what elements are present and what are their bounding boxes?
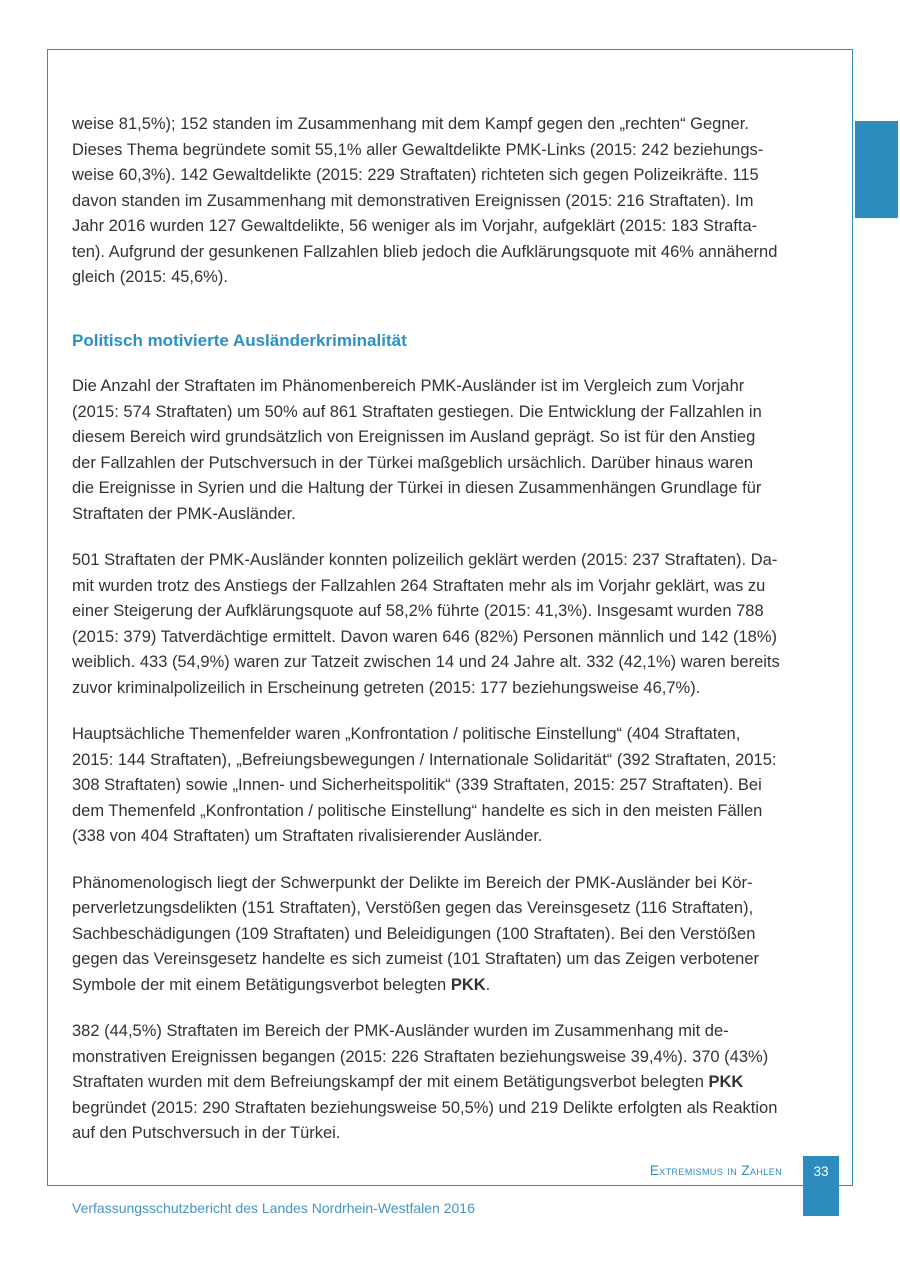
text-line: Phänomenologisch liegt der Schwerpunkt der Delikte im Bereich der PMK-Ausländer bei Kör-	[72, 873, 753, 892]
text-line: 308 Straftaten) sowie „Innen- und Sicherheitspolitik“ (339 Straftaten, 2015: 257 Straftaten). Bei	[72, 776, 762, 794]
text-line: der Fallzahlen der Putschversuch in der Türkei maßgeblich ursächlich. Darüber hinaus waren	[72, 453, 754, 472]
chapter-side-tab	[855, 121, 898, 218]
text-line: davon standen im Zusammenhang mit demonstrativen Ereignissen (2015: 216 Straftaten). Im	[72, 191, 754, 210]
text-line: Dieses Thema begründete somit 55,1% aller Gewaltdelikte PMK-Links (2015: 242 beziehungs-	[72, 140, 764, 159]
section-heading: Politisch motivierte Ausländerkriminalität	[72, 330, 407, 350]
text-line: Straftaten wurden mit dem Befreiungskampf der mit einem Betätigungsverbot belegten PKK	[72, 1073, 744, 1091]
text-line: Straftaten der PMK-Ausländer.	[72, 504, 296, 523]
text-line: gegen das Vereinsgesetz handelte es sich zumeist (101 Straftaten) um das Zeigen verbotener	[72, 950, 759, 968]
paragraph	[72, 374, 840, 527]
text-line: perverletzungsdelikten (151 Straftaten), Verstößen gegen das Vereinsgesetz (116 Straftaten),	[72, 899, 754, 917]
text-line: weise 81,5%); 152 standen im Zusammenhang mit dem Kampf gegen den „rechten“ Gegner.	[72, 115, 749, 133]
text-line: dem Themenfeld „Konfrontation / politische Einstellung“ handelte es sich in den meisten Fällen	[72, 801, 763, 820]
text-line: begründet (2015: 290 Straftaten beziehungsweise 50,5%) und 219 Delikte erfolgten als Reaktion	[72, 1098, 778, 1117]
text-line: auf den Putschversuch in der Türkei.	[72, 1124, 341, 1142]
text-line: 2015: 144 Straftaten), „Befreiungsbewegungen / Internationale Solidarität“ (392 Straftaten, 2015:	[72, 750, 777, 769]
text-line: (2015: 379) Tatverdächtige ermittelt. Davon waren 646 (82%) Personen männlich und 142 (18%)	[72, 627, 778, 646]
body-blocks	[72, 112, 840, 1168]
page-number-box: 33	[803, 1156, 839, 1216]
text-line: zuvor kriminalpolizeilich in Erscheinung getreten (2015: 177 beziehungsweise 46,7%).	[72, 678, 701, 697]
text-line: monstrativen Ereignissen begangen (2015: 226 Straftaten beziehungsweise 39,4%). 370 (43%)	[72, 1047, 769, 1066]
text-line: gleich (2015: 45,6%).	[72, 268, 228, 286]
text-line: weiblich. 433 (54,9%) waren zur Tatzeit zwischen 14 und 24 Jahre alt. 332 (42,1%) waren bereits	[72, 653, 780, 671]
text-line: 501 Straftaten der PMK-Ausländer konnten polizeilich geklärt werden (2015: 237 Straftaten). Da-	[72, 551, 778, 569]
text-line: ten). Aufgrund der gesunkenen Fallzahlen blieb jedoch die Aufklärungsquote mit 46% annähernd	[72, 242, 778, 261]
text-line: 382 (44,5%) Straftaten im Bereich der PMK-Ausländer wurden im Zusammenhang mit de-	[72, 1022, 729, 1040]
text-line: weise 60,3%). 142 Gewaltdelikte (2015: 229 Straftaten) richteten sich gegen Polizeikräfte. 115	[72, 166, 759, 184]
running-footer: Extremismus in Zahlen	[649, 1163, 782, 1178]
text-line: (2015: 574 Straftaten) um 50% auf 861 Straftaten gestiegen. Die Entwicklung der Fallzahlen in	[72, 402, 762, 421]
text-line: diesem Bereich wird grundsätzlich von Ereignissen im Ausland geprägt. So ist für den Anstieg	[72, 428, 756, 446]
paragraph	[72, 1019, 840, 1147]
paragraph	[72, 112, 840, 291]
text-line: Sachbeschädigungen (109 Straftaten) und Beleidigungen (100 Straftaten). Bei den Verstößen	[72, 924, 756, 943]
text-line: Hauptsächliche Themenfelder waren „Konfrontation / politische Einstellung“ (404 Straftaten,	[72, 725, 741, 743]
text-line: einer Steigerung der Aufklärungsquote auf 58,2% führte (2015: 41,3%). Insgesamt wurden 788	[72, 602, 764, 620]
paragraph	[72, 871, 840, 999]
paragraph	[72, 722, 840, 850]
report-title-footer: Verfassungsschutzbericht des Landes Nordrhein-Westfalen 2016	[72, 1200, 475, 1216]
text-line: Die Anzahl der Straftaten im Phänomenbereich PMK-Ausländer ist im Vergleich zum Vorjahr	[72, 377, 745, 395]
text-line: (338 von 404 Straftaten) um Straftaten rivalisierender Ausländer.	[72, 827, 543, 845]
text-line: Jahr 2016 wurden 127 Gewaltdelikte, 56 weniger als im Vorjahr, aufgeklärt (2015: 183 Strafta-	[72, 217, 758, 235]
text-line: die Ereignisse in Syrien und die Haltung der Türkei in diesen Zusammenhängen Grundlage für	[72, 479, 762, 497]
text-line: mit wurden trotz des Anstiegs der Fallzahlen 264 Straftaten mehr als im Vorjahr geklärt, was zu	[72, 576, 766, 595]
paragraph	[72, 548, 840, 701]
text-line: Symbole der mit einem Betätigungsverbot belegten PKK.	[72, 975, 491, 994]
